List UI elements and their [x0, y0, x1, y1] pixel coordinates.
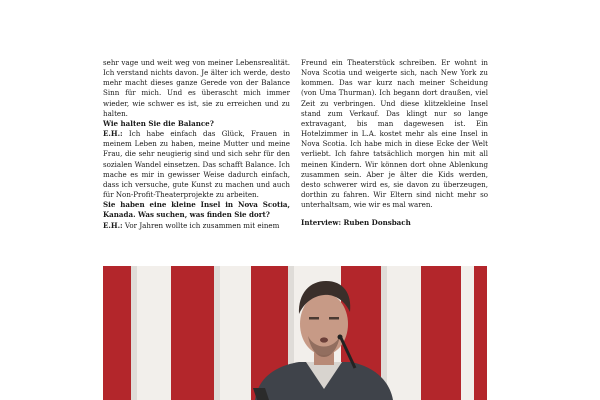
interview-question: Sie haben eine kleine Insel in Nova Scotia, Kanada. Was suchen, was finden Sie dort?: [103, 200, 290, 220]
eyebrow: [309, 317, 319, 320]
body-paragraph: sehr vage und weit weg von meiner Lebensrealität. Ich verstand nichts davon. Je älter ich werde, desto mehr macht dieses ganze Gerede von der Balance Sinn für mich. Und es überascht mich immer wieder, wie schwer es ist, sie zu erreichen und zu halten.: [103, 58, 290, 118]
interview-answer: [103, 221, 290, 231]
article-column-right: [301, 58, 488, 229]
answer-text: Ich habe einfach das Glück, Frauen in meinem Leben zu haben, meine Mutter und meine Frau, die sehr neugierig sind und sich sehr für den sozialen Wandel einsetzen. Das schafft Balance. Ich mache es mir in gewisser Weise dadurch einfach, dass ich versuche, gute Kunst zu machen und auch für Non-Profit-Theaterprojekte zu arbeiten.: [103, 129, 290, 200]
body-paragraph: Freund ein Theaterstück schreiben. Er wohnt in Nova Scotia und weigerte sich, nach New York zu kommen. Das war kurz nach meiner Scheidung (von Uma Thurman). Ich begann dort draußen, viel Zeit zu verbringen. Und diese klitzekleine Insel stand zum Verkauf. Das klingt nur so lange extravagant, bis man dagewesen ist. Ein Hotelzimmer in L.A. kostet mehr als eine Insel in Nova Scotia. Ich habe mich in diese Ecke der Welt verliebt. Ich fahre tatsächlich morgen hin mit all meinen Kindern. Wir können dort ohne Ablenkung zusammen sein. Aber je älter die Kids werden, desto schwerer wird es, sie davon zu überzeugen, dorthin zu fahren. Wir Eltern sind nicht mehr so unterhaltsam, wie wir es mal waren.: [301, 58, 488, 210]
article-column-left: [103, 58, 290, 231]
portrait-figure: [103, 266, 487, 400]
interview-credit: Interview: Ruben Donsbach: [301, 218, 411, 228]
answer-speaker: E.H.:: [103, 220, 123, 230]
answer-text: Vor Jahren wollte ich zusammen mit einem: [122, 220, 280, 230]
eyebrow: [329, 317, 339, 320]
portrait-photo: [103, 266, 487, 400]
microphone-head: [338, 335, 343, 340]
interview-question: Wie halten Sie die Balance?: [103, 118, 214, 128]
answer-speaker: E.H.:: [103, 129, 123, 139]
mouth: [320, 337, 328, 342]
interview-answer: [103, 129, 290, 200]
